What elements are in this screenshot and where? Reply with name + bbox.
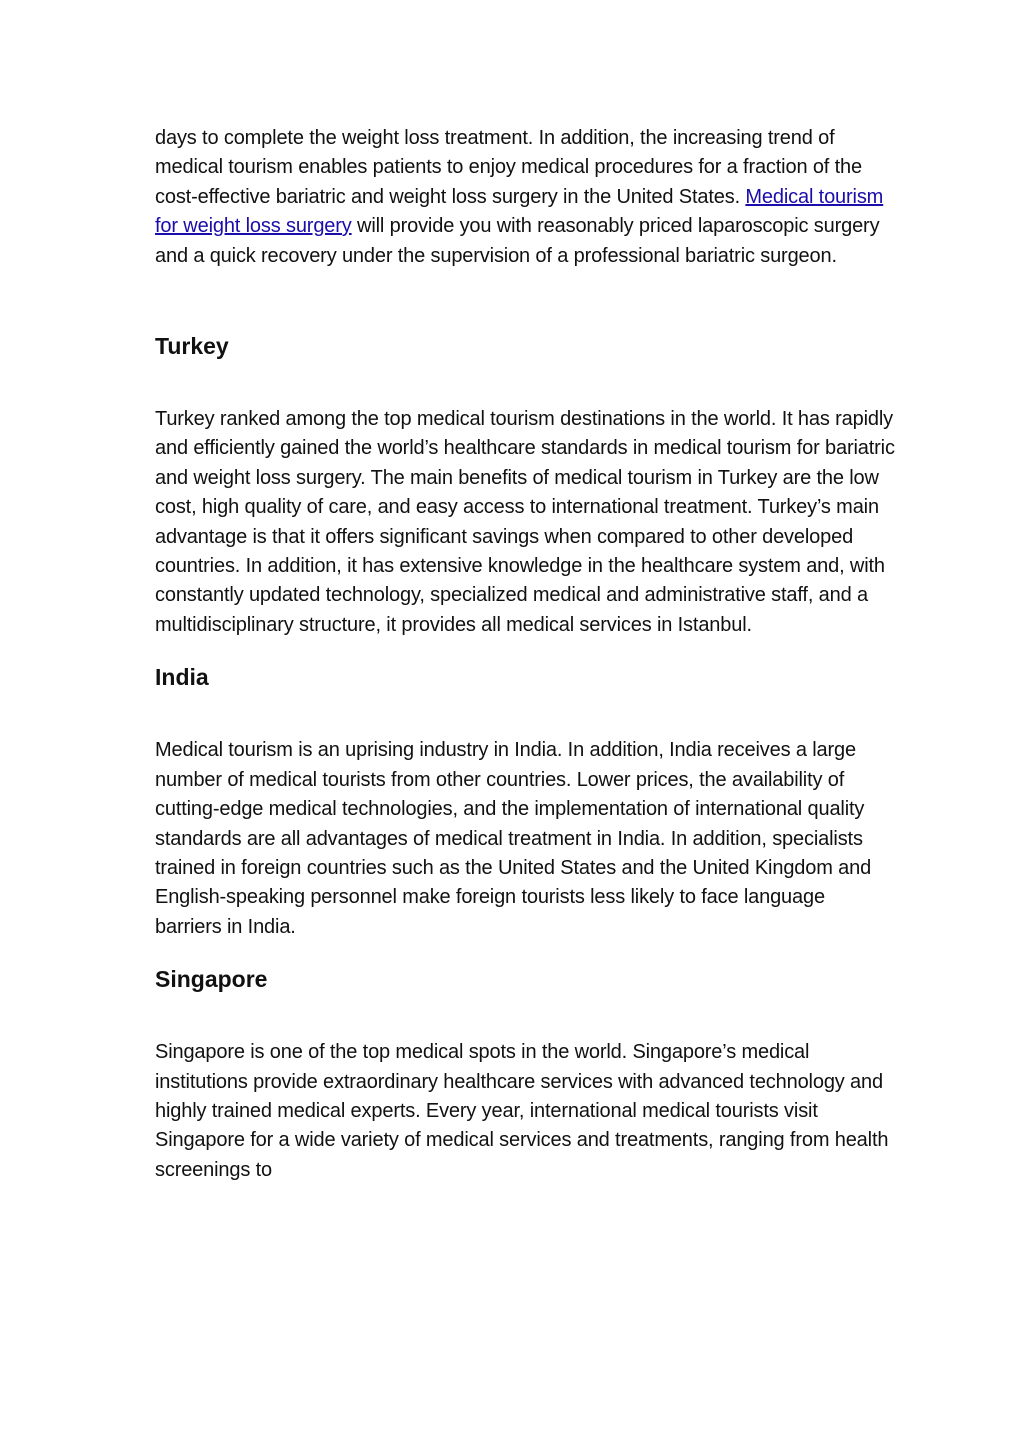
- section-heading-india: India: [155, 664, 209, 691]
- section-body-india: Medical tourism is an uprising industry in India. In addition, India receives a large number of medical tourists from other countries. Lower prices, the availability of cutting-edge medical technologies, and the implementation of international quality standards are all advantages of medical treatment in India. In addition, specialists trained in foreign countries such as the United States and the United Kingdom and English-speaking personnel make foreign tourists less likely to face language barriers in India.: [155, 739, 872, 938]
- document-page: [155, 124, 895, 1185]
- section-heading-turkey: Turkey: [155, 333, 229, 360]
- intro-paragraph: [155, 124, 895, 271]
- intro-text-after-link: will provide you with reasonably priced laparoscopic surgery and a quick recovery under the supervision of a professional bariatric surgeon.: [155, 215, 880, 267]
- section-heading-singapore: Singapore: [155, 966, 268, 993]
- section-body-singapore: Singapore is one of the top medical spots in the world. Singapore’s medical institutions provide extraordinary healthcare services with advanced technology and highly trained medical experts. Every year, international medical tourists visit Singapore for a wide variety of medical services and treatments, ranging from health screenings to: [155, 1041, 889, 1181]
- section-body-turkey: Turkey ranked among the top medical tourism destinations in the world. It has rapidly and efficiently gained the world’s healthcare standards in medical tourism for bariatric and weight loss surgery. The main benefits of medical tourism in Turkey are the low cost, high quality of care, and easy access to international treatment. Turkey’s main advantage is that it offers significant savings when compared to other developed countries. In addition, it has extensive knowledge in the healthcare system and, with constantly updated technology, specialized medical and administrative staff, and a multidisciplinary structure, it provides all medical services in Istanbul.: [155, 408, 895, 636]
- weight-loss-surgery-link[interactable]: Medical tourism for weight loss surgery: [155, 185, 884, 238]
- intro-text-before-link: days to complete the weight loss treatment. In addition, the increasing trend of medical tourism enables patients to enjoy medical procedures for a fraction of the cost-effective bariatric and weight loss surgery in the United States.: [155, 127, 862, 208]
